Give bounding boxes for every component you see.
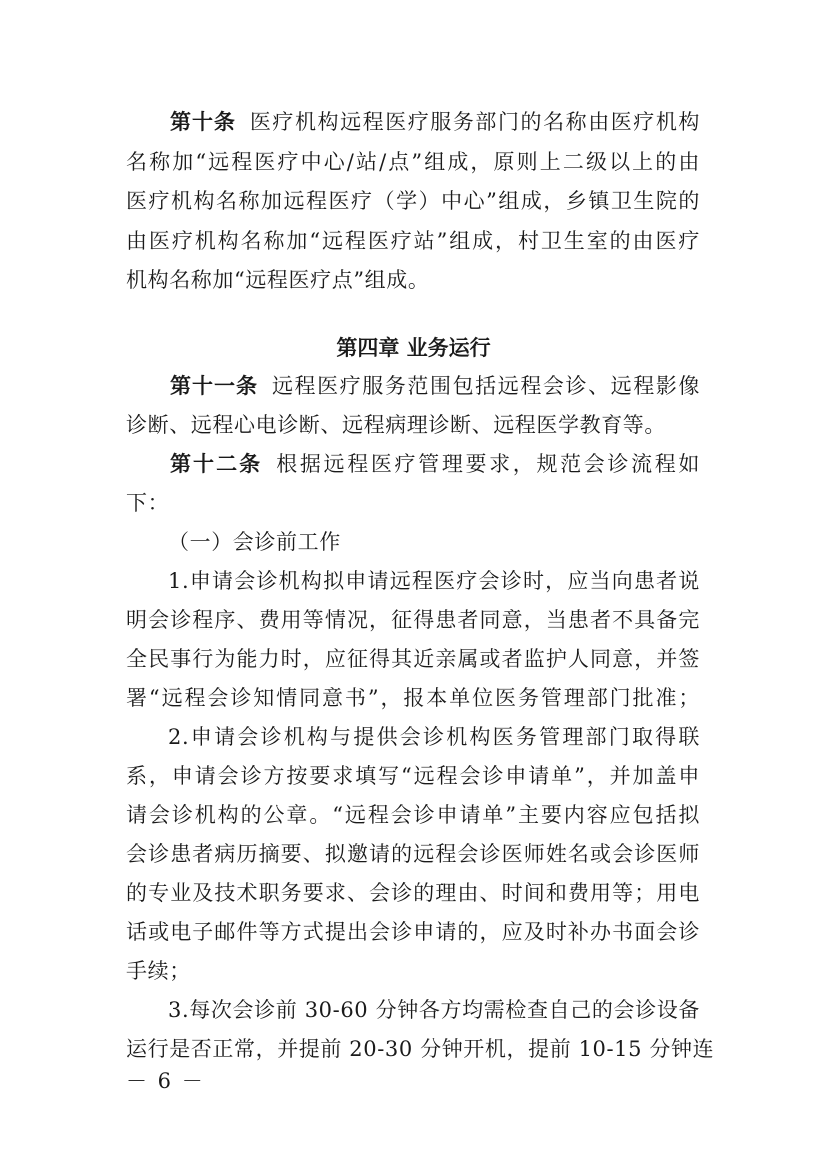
article-11-title: 第十一条 (170, 374, 258, 398)
item-3-line-1: 3.每次会诊前 30-60 分钟各方均需检查自己的会诊设备 (168, 998, 700, 1022)
article-10-line-5: 机构名称加“远程医疗点”组成。 (126, 268, 430, 292)
article-11-line-2: 诊断、远程心电诊断、远程病理诊断、远程医学教育等。 (126, 413, 666, 437)
item-2-line-2: 系，申请会诊方按要求填写“远程会诊申请单”，并加盖申 (126, 764, 700, 788)
item-1-line-4: 署“远程会诊知情同意书”，报本单位医务管理部门批准； (126, 686, 700, 710)
article-12-line-2: 下： (126, 491, 170, 515)
article-12-text-1: 根据远程医疗管理要求，规范会诊流程如 (276, 452, 700, 476)
article-12-title: 第十二条 (170, 452, 263, 476)
article-11-text-1: 远程医疗服务范围包括远程会诊、远程影像 (271, 374, 701, 398)
item-2-line-5: 的专业及技术职务要求、会诊的理由、时间和费用等；用电 (126, 881, 700, 905)
item-2-line-7: 手续； (126, 959, 191, 983)
item-2-line-4: 会诊患者病历摘要、拟邀请的远程会诊医师姓名或会诊医师 (126, 842, 700, 866)
article-11-line-1 (126, 371, 700, 401)
article-10-text-1: 医疗机构远程医疗服务部门的名称由医疗机构 (249, 110, 701, 134)
article-10-title: 第十条 (170, 110, 236, 134)
article-12-line-1 (126, 449, 700, 479)
article-10-line-4: 由医疗机构名称加“远程医疗站”组成，村卫生室的由医疗 (126, 229, 700, 253)
article-10-line-2: 名称加“远程医疗中心/站/点”组成，原则上二级以上的由 (126, 150, 700, 174)
section-1-heading: （一）会诊前工作 (168, 530, 341, 554)
page-number: － 6 － (126, 1069, 205, 1093)
item-2-line-1: 2.申请会诊机构与提供会诊机构医务管理部门取得联 (168, 725, 700, 749)
item-3-line-2: 运行是否正常，并提前 20-30 分钟开机，提前 10-15 分钟连 (126, 1037, 715, 1061)
chapter-heading: 第四章 业务运行 (336, 336, 491, 360)
item-1-line-3: 全民事行为能力时，应征得其近亲属或者监护人同意，并签 (126, 647, 700, 671)
item-1-line-1: 1.申请会诊机构拟申请远程医疗会诊时，应当向患者说 (168, 569, 700, 593)
item-2-line-6: 话或电子邮件等方式提出会诊申请的，应及时补办书面会诊 (126, 920, 700, 944)
item-1-line-2: 明会诊程序、费用等情况，征得患者同意，当患者不具备完 (126, 608, 700, 632)
article-10-line-1 (126, 107, 700, 137)
item-2-line-3: 请会诊机构的公章。“远程会诊申请单”主要内容应包括拟 (126, 803, 700, 827)
article-10-line-3: 医疗机构名称加远程医疗（学）中心”组成，乡镇卫生院的 (126, 189, 700, 213)
